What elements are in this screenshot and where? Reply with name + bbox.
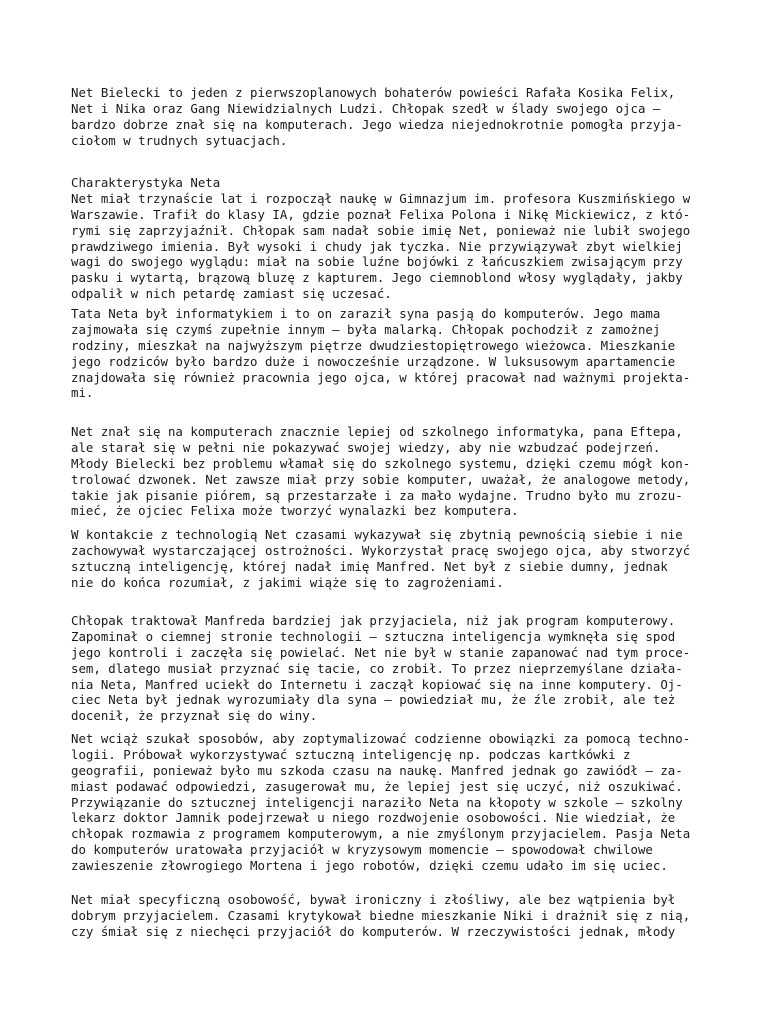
text-line: W kontakcie z technologią Net czasami wykazywał się zbytnią pewnością siebie i nie — [71, 527, 683, 542]
text-line: do komputerów uratowała przyjaciół w kryzysowym momencie – spowodował chwilowe — [71, 842, 653, 858]
text-line: Net i Nika oraz Gang Niewidzialnych Ludzi. Chłopak szedł w ślady swojego ojca – — [71, 100, 661, 116]
text-line: jego rodziców było bardzo duże i nowocześnie urządzone. W luksusowym apartamencie — [71, 353, 676, 369]
text-line: zachowywał wystarczającej ostrożności. Wykorzystał pracę swojego ojca, aby stworzyć — [71, 542, 691, 558]
text-line: bardzo dobrze znał się na komputerach. Jego wiedza niejednokrotnie pomogła przyja- — [71, 116, 683, 132]
text-line: Przywiązanie do sztucznej inteligencji naraziło Neta na kłopoty w szkole – szkolny — [71, 794, 683, 810]
text-line: znajdowała się również pracownia jego ojca, w której pracował nad ważnymi projekta- — [71, 369, 691, 385]
text-line: pasku i wytartą, brązową bluzę z kapturem. Jego ciemnoblond włosy wyglądały, jakby — [71, 270, 683, 286]
paragraph-4 — [71, 527, 711, 591]
text-line: odpalił w nich petardę zamiast się uczesać. — [71, 286, 392, 302]
text-line: logii. Próbował wykorzystywać sztuczną inteligencję np. podczas kartkówki z — [71, 746, 631, 762]
text-line: Net wciąż szukał sposobów, aby zoptymalizować codzienne obowiązki za pomocą techno- — [71, 731, 691, 746]
text-line: Net znał się na komputerach znacznie lepiej od szkolnego informatyka, pana Eftepa, — [71, 424, 683, 439]
text-line: miast podawać odpowiedzi, zasugerował mu, że lepiej jest się uczyć, niż oszukiwać. — [71, 778, 683, 794]
text-line: chłopak rozmawia z programem komputerowym, a nie zmyślonym przyjacielem. Pasja Neta — [71, 826, 691, 842]
text-line: docenił, że przyznał się do winy. — [71, 708, 318, 724]
text-line: nia Neta, Manfred uciekł do Internetu i zaczął kopiować się na inne komputery. Oj- — [71, 676, 683, 692]
text-line: ciec Neta był jednak wyrozumiały dla syna – powiedział mu, że źle zrobił, ale też — [71, 692, 676, 708]
text-line: ciołom w trudnych sytuacjach. — [71, 132, 288, 148]
text-line: mieć, że ojciec Felixa może tworzyć wynalazki bez komputera. — [71, 503, 519, 519]
text-line: dobrym przyjacielem. Czasami krytykował biedne mieszkanie Niki i drażnił się z nią, — [71, 907, 691, 923]
paragraph-2 — [71, 306, 711, 401]
characterization-section — [71, 175, 711, 302]
intro-paragraph — [71, 85, 711, 149]
text-line: nie do końca rozumiał, z jakimi wiąże się to zagrożeniami. — [71, 574, 504, 590]
paragraph-6 — [71, 731, 711, 874]
text-line: Tata Neta był informatykiem i to on zaraził syna pasją do komputerów. Jego mama — [71, 306, 661, 321]
text-line: Warszawie. Trafił do klasy IA, gdzie poznał Felixa Polona i Nikę Mickiewicz, z któ- — [71, 206, 691, 222]
text-line: rymi się zaprzyjaźnił. Chłopak sam nadał sobie imię Net, ponieważ nie lubił swojego — [71, 222, 691, 238]
text-line: prawdziwego imienia. Był wysoki i chudy jak tyczka. Nie przywiązywał zbyt wielkiej — [71, 238, 683, 254]
text-line: lekarz doktor Jamnik podejrzewał u niego rozdwojenie osobowości. Nie wiedział, że — [71, 810, 676, 826]
section-heading: Charakterystyka Neta — [71, 175, 221, 190]
text-line: sztuczną inteligencję, której nadał imię Manfred. Net był z siebie dumny, jednak — [71, 558, 668, 574]
paragraph-3 — [71, 424, 711, 519]
text-line: Młody Bielecki bez problemu włamał się do szkolnego systemu, dzięki czemu mógł kon- — [71, 455, 691, 471]
paragraph-7 — [71, 892, 711, 940]
text-line: Net miał specyficzną osobowość, bywał ironiczny i złośliwy, ale bez wątpienia był — [71, 892, 676, 907]
text-line: trolować dzwonek. Net zawsze miał przy sobie komputer, uważał, że analogowe metody, — [71, 471, 691, 487]
text-line: sem, dlatego musiał przyznać się tacie, co zrobił. To przez nieprzemyślane działa- — [71, 660, 683, 676]
text-line: mi. — [71, 385, 94, 401]
text-line: Zapominał o ciemnej stronie technologii — sztuczna inteligencja wymknęła się spod — [71, 628, 676, 644]
text-line: czy śmiał się z niechęci przyjaciół do komputerów. W rzeczywistości jednak, młody — [71, 923, 676, 939]
paragraph-5 — [71, 613, 711, 724]
text-line: zajmowała się czymś zupełnie innym – była malarką. Chłopak pochodził z zamożnej — [71, 321, 661, 337]
text-line: wagi do swojego wyglądu: miał na sobie luźne bojówki z łańcuszkiem zwisającym przy — [71, 254, 683, 270]
text-line: rodziny, mieszkał na najwyższym piętrze dwudziestopiętrowego wieżowca. Mieszkanie — [71, 337, 676, 353]
text-line: Net Bielecki to jeden z pierwszoplanowych bohaterów powieści Rafała Kosika Felix, — [71, 85, 676, 100]
text-line: ale starał się w pełni nie pokazywać swojej wiedzy, aby nie wzbudzać podejrzeń. — [71, 439, 661, 455]
text-line: zawieszenie złowrogiego Mortena i jego robotów, dzięki czemu udało im się uciec. — [71, 858, 668, 874]
text-line: Net miał trzynaście lat i rozpoczął naukę w Gimnazjum im. profesora Kuszmińskiego w — [71, 190, 691, 206]
text-line: geografii, ponieważ było mu szkoda czasu na naukę. Manfred jednak go zawiódł – za- — [71, 762, 683, 778]
text-line: Chłopak traktował Manfreda bardziej jak przyjaciela, niż jak program komputerowy. — [71, 613, 676, 628]
text-line: takie jak pisanie piórem, są przestarzałe i za mało wydajne. Trudno było mu zrozu- — [71, 487, 683, 503]
text-line: jego kontroli i zaczęła się powielać. Net nie był w stanie zapanować nad tym proce- — [71, 644, 691, 660]
